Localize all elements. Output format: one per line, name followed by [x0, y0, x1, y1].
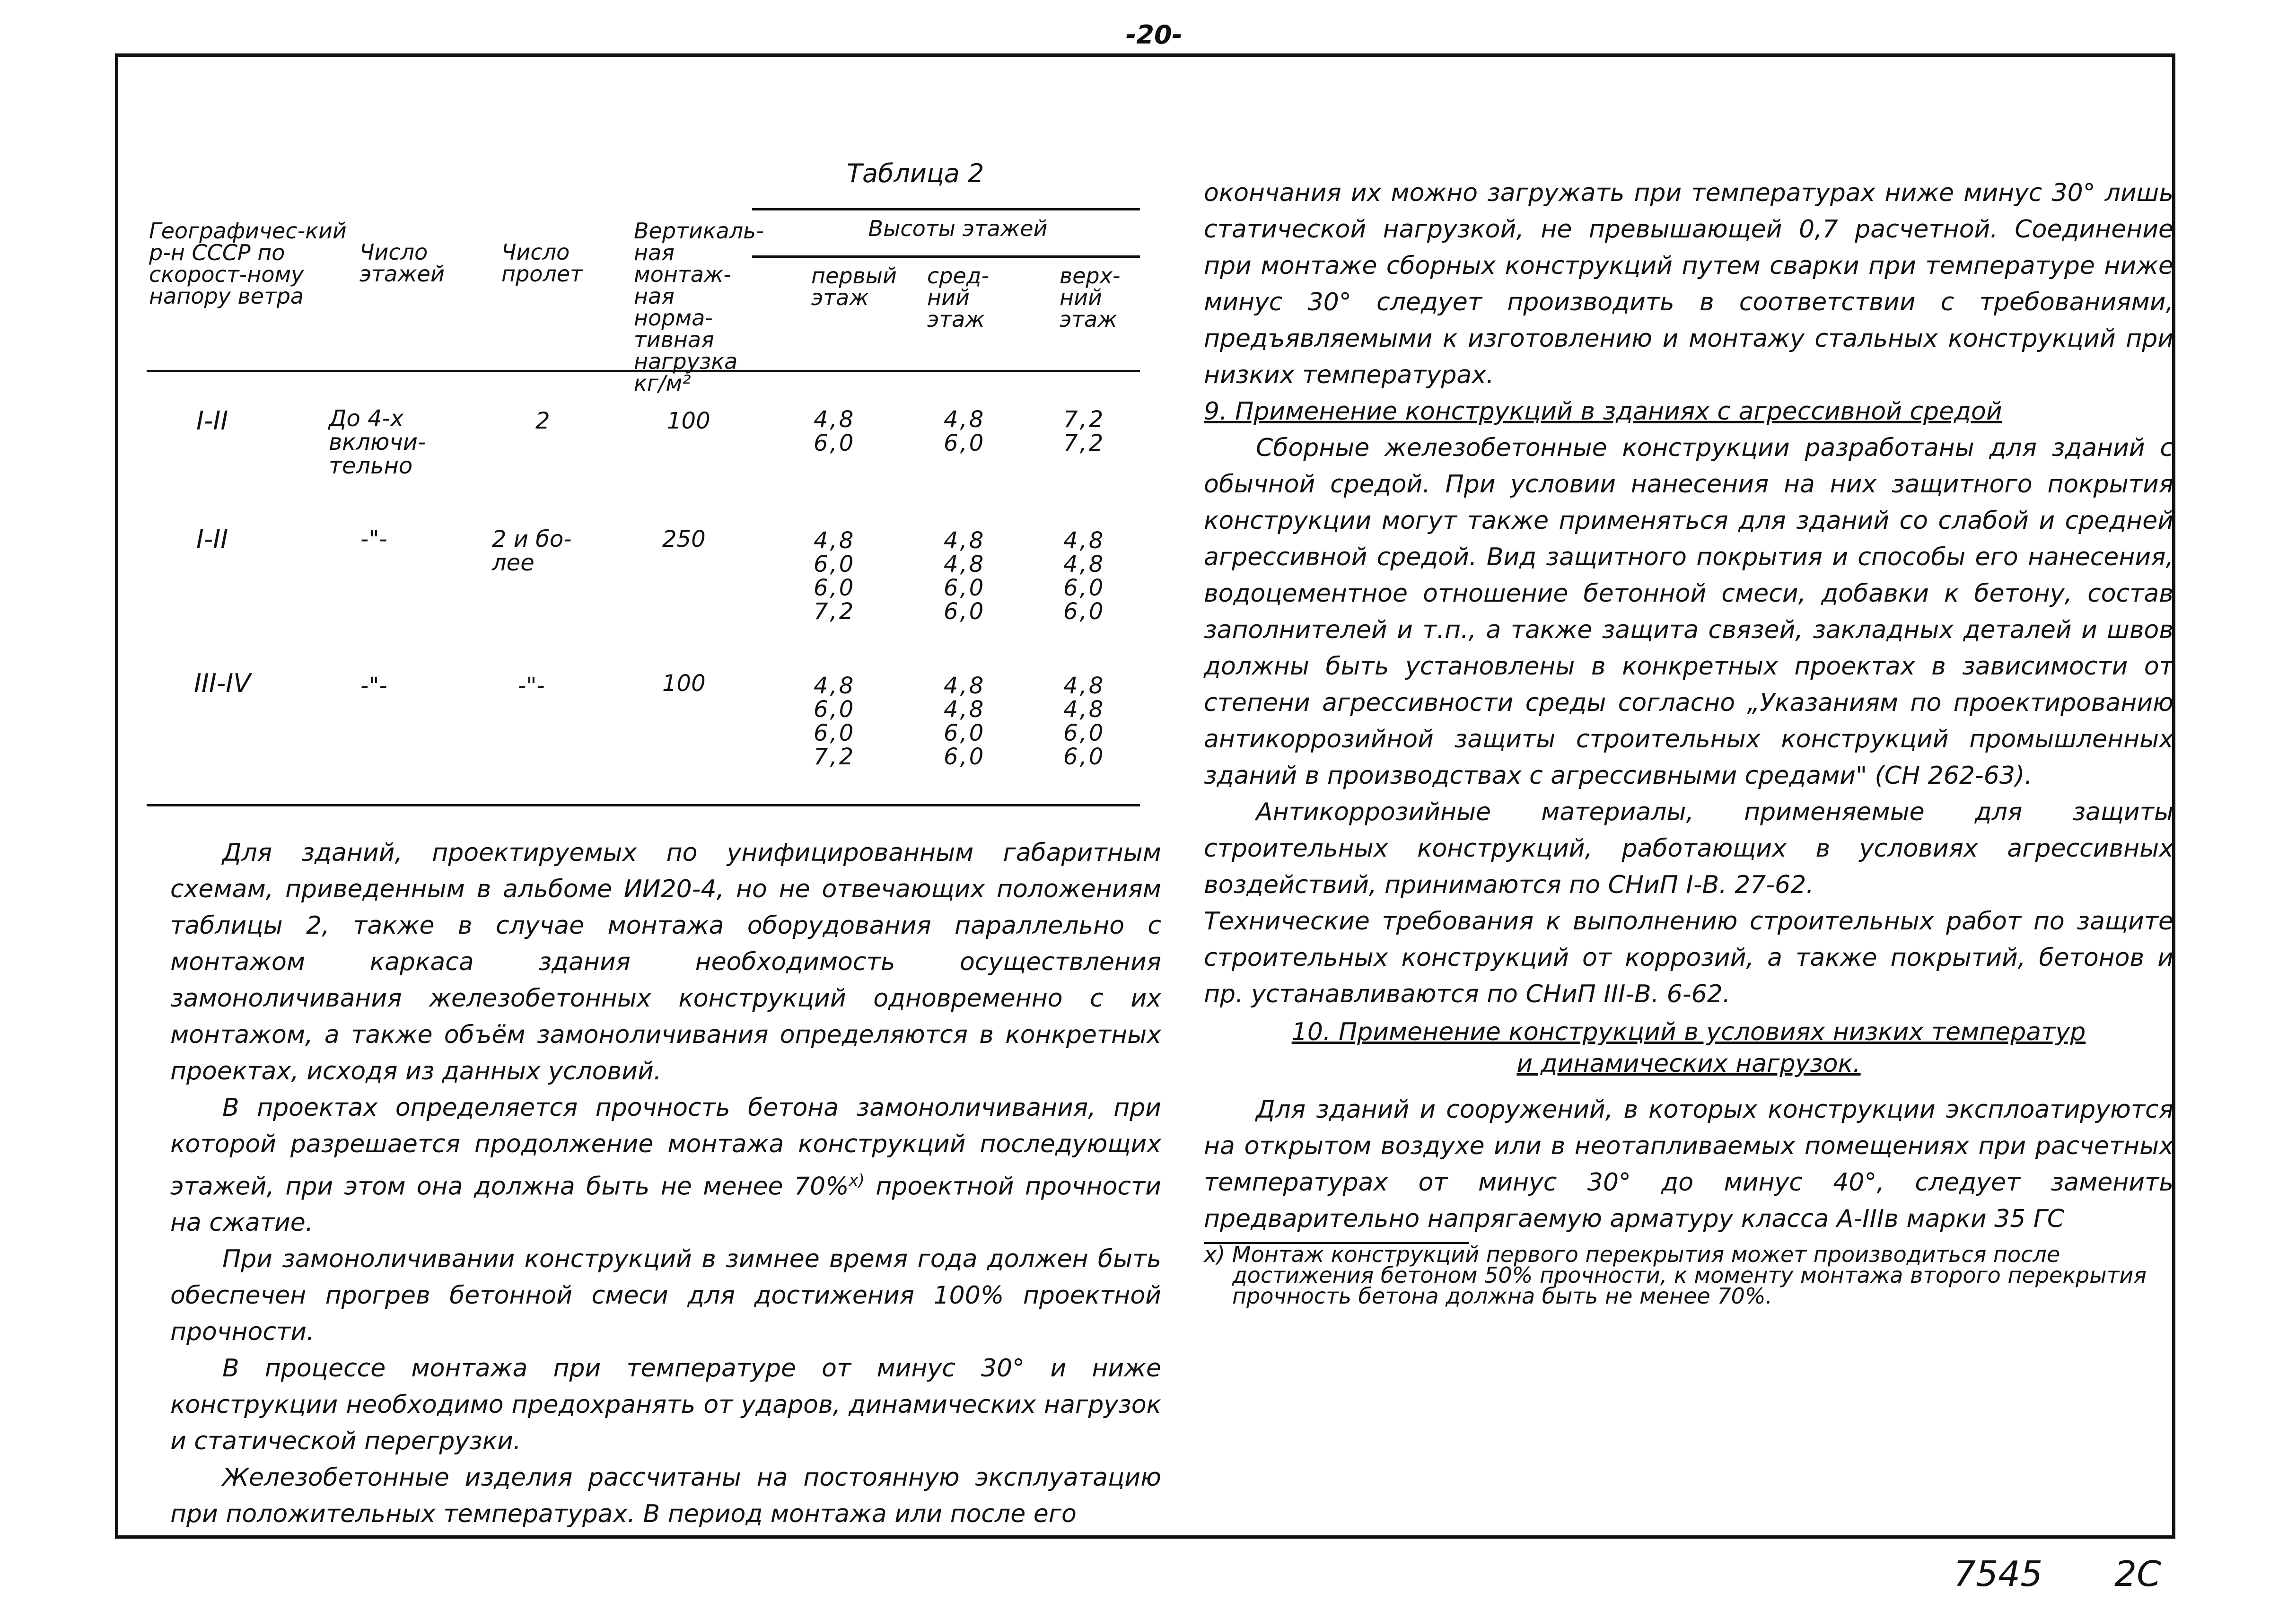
table-cell-spans: 2	[535, 408, 550, 434]
table-header-first: первый этаж	[811, 263, 897, 310]
table-cell-load: 250	[662, 526, 706, 552]
paragraph: При замоноличивании конструкций в зимнее время года должен быть обеспечен прогрев бетонной смеси для достижения 100% проектной прочности.	[170, 1245, 1161, 1347]
left-column-text	[170, 835, 1161, 1532]
table-cell-spans: 2 и бо-лее	[492, 526, 572, 576]
table-cell-floors: -"-	[360, 526, 387, 552]
table-cell-top: 4,8 4,8 6,0 6,0	[1063, 673, 1105, 770]
table-heights-sub-rule	[752, 255, 1140, 258]
paragraph: Для зданий и сооружений, в которых конструкции эксплоатируются на открытом воздухе или в неотапливаемых помещениях при расчетных температурах от минус 30° до минус 40°, следует заменить предварительно напрягаемую арматуру класса А-IIIв марки 35 ГС	[1204, 1095, 2173, 1233]
table-cell-spans: -"-	[518, 673, 545, 699]
table-cell-floors: -"-	[360, 673, 387, 699]
table-cell-first: 4,8 6,0	[814, 406, 856, 456]
table-bottom-rule	[147, 804, 1140, 806]
table-cell-middle: 4,8 4,8 6,0 6,0	[944, 673, 986, 770]
table-header-region: Географичес-кий р-н СССР по скорост-ному напору ветра	[149, 218, 347, 309]
table-cell-load: 100	[667, 408, 710, 434]
sheet-number: 2C	[2114, 1554, 2161, 1594]
paragraph: В процессе монтажа при температуре от минус 30° и ниже конструкции необходимо предохранять от ударов, динамических нагрузок и статической перегрузки.	[170, 1354, 1161, 1456]
right-column-text	[1204, 175, 2173, 1309]
footnote-mark: x)	[849, 1171, 865, 1190]
table-cell-middle: 4,8 4,8 6,0 6,0	[944, 527, 986, 625]
paragraph: Железобетонные изделия рассчитаны на постоянную эксплуатацию при положительных температурах. В период монтажа или после его	[170, 1463, 1161, 1529]
table-cell-top: 7,2 7,2	[1063, 406, 1105, 456]
section-9-heading: 9. Применение конструкций в зданиях с агрессивной средой	[1204, 397, 2002, 426]
table-header-middle: сред-ний этаж	[927, 263, 990, 332]
paragraph: Антикоррозийные материалы, применяемые для защиты строительных конструкций, работающих в условиях агрессивных воздействий, принимаются по СНиП I-В. 27-62.	[1204, 798, 2173, 899]
table-header-heights: Высоты этажей	[868, 216, 1048, 241]
table-cell-floors: До 4-х включи-тельно	[329, 405, 426, 479]
table-header-spans: Число пролет	[501, 239, 583, 287]
section-10-heading: 10. Применение конструкций в условиях низких температур и динамических нагрузок.	[1291, 1018, 2086, 1078]
table-heights-top-rule	[752, 208, 1140, 210]
table-cell-region: III-IV	[194, 668, 251, 698]
table-title: Таблица 2	[847, 158, 984, 188]
footnote: x) Монтаж конструкций первого перекрытия может производиться после достижения бетоном 50% прочности, к моменту монтажа второго перекрытия прочность бетона должна быть не менее 70%.	[1204, 1242, 2147, 1309]
paragraph: Технические требования к выполнению строительных работ по защите строительных конструкций от коррозий, а также покрытий, бетонов и пр. устанавливаются по СНиП III-В. 6-62.	[1204, 907, 2173, 1008]
table-cell-first: 4,8 6,0 6,0 7,2	[814, 673, 856, 770]
document-number: 7545	[1954, 1554, 2043, 1594]
paragraph: В проектах определяется прочность бетона замоноличивания, при которой разрешается продолжение монтажа конструкций последующих этажей, при этом она должна быть не менее 70%$^{x)}$ проектной прочности на сжатие.	[170, 1094, 1161, 1237]
table-header-load: Вертикаль-ная монтаж-ная норма-тивная нагрузка кг/м²	[634, 218, 764, 396]
paragraph: окончания их можно загружать при температурах ниже минус 30° лишь статической нагрузкой, не превышающей 0,7 расчетной. Соединение при монтаже сборных конструкций путем сварки при температуре ниже минус 30° следует производить в соответствии с требованиями, предъявляемыми к изготовлению и монтажу стальных конструкций при низких температурах.	[1204, 179, 2173, 389]
table-cell-top: 4,8 4,8 6,0 6,0	[1063, 527, 1105, 625]
table-cell-load: 100	[662, 670, 706, 697]
paragraph: Сборные железобетонные конструкции разработаны для зданий с обычной средой. При условии нанесения на них защитного покрытия конструкции могут также применяться для зданий со слабой и средней агрессивной средой. Вид защитного покрытия и способы его нанесения, водоцементное отношение бетонной смеси, добавки к бетону, состав заполнителей и т.п., а также защита связей, закладных деталей и швов должны быть установлены в конкретных проектах в зависимости от степени агрессивности среды согласно „Указаниям по проектированию антикоррозийной защиты строительных конструкций промышленных зданий в производствах с агрессивными средами" (СН 262-63).	[1204, 434, 2173, 790]
paragraph: Для зданий, проектируемых по унифицированным габаритным схемам, приведенным в альбоме ИИ20-4, но не отвечающих положениям таблицы 2, также в случае монтажа оборудования параллельно с монтажом каркаса здания необходимость осуществления замоноличивания железобетонных конструкций одновременно с их монтажом, а также объём замоноличивания определяются в конкретных проектах, исходя из данных условий.	[170, 839, 1161, 1086]
table-cell-region: I-II	[196, 524, 228, 554]
page-number: -20-	[1126, 20, 1183, 50]
table-cell-first: 4,8 6,0 6,0 7,2	[814, 527, 856, 625]
table-cell-middle: 4,8 6,0	[944, 406, 986, 456]
table-header-top: верх-ний этаж	[1060, 263, 1121, 332]
table-header-floors: Число этажей	[359, 239, 445, 287]
table-cell-region: I-II	[196, 406, 228, 436]
